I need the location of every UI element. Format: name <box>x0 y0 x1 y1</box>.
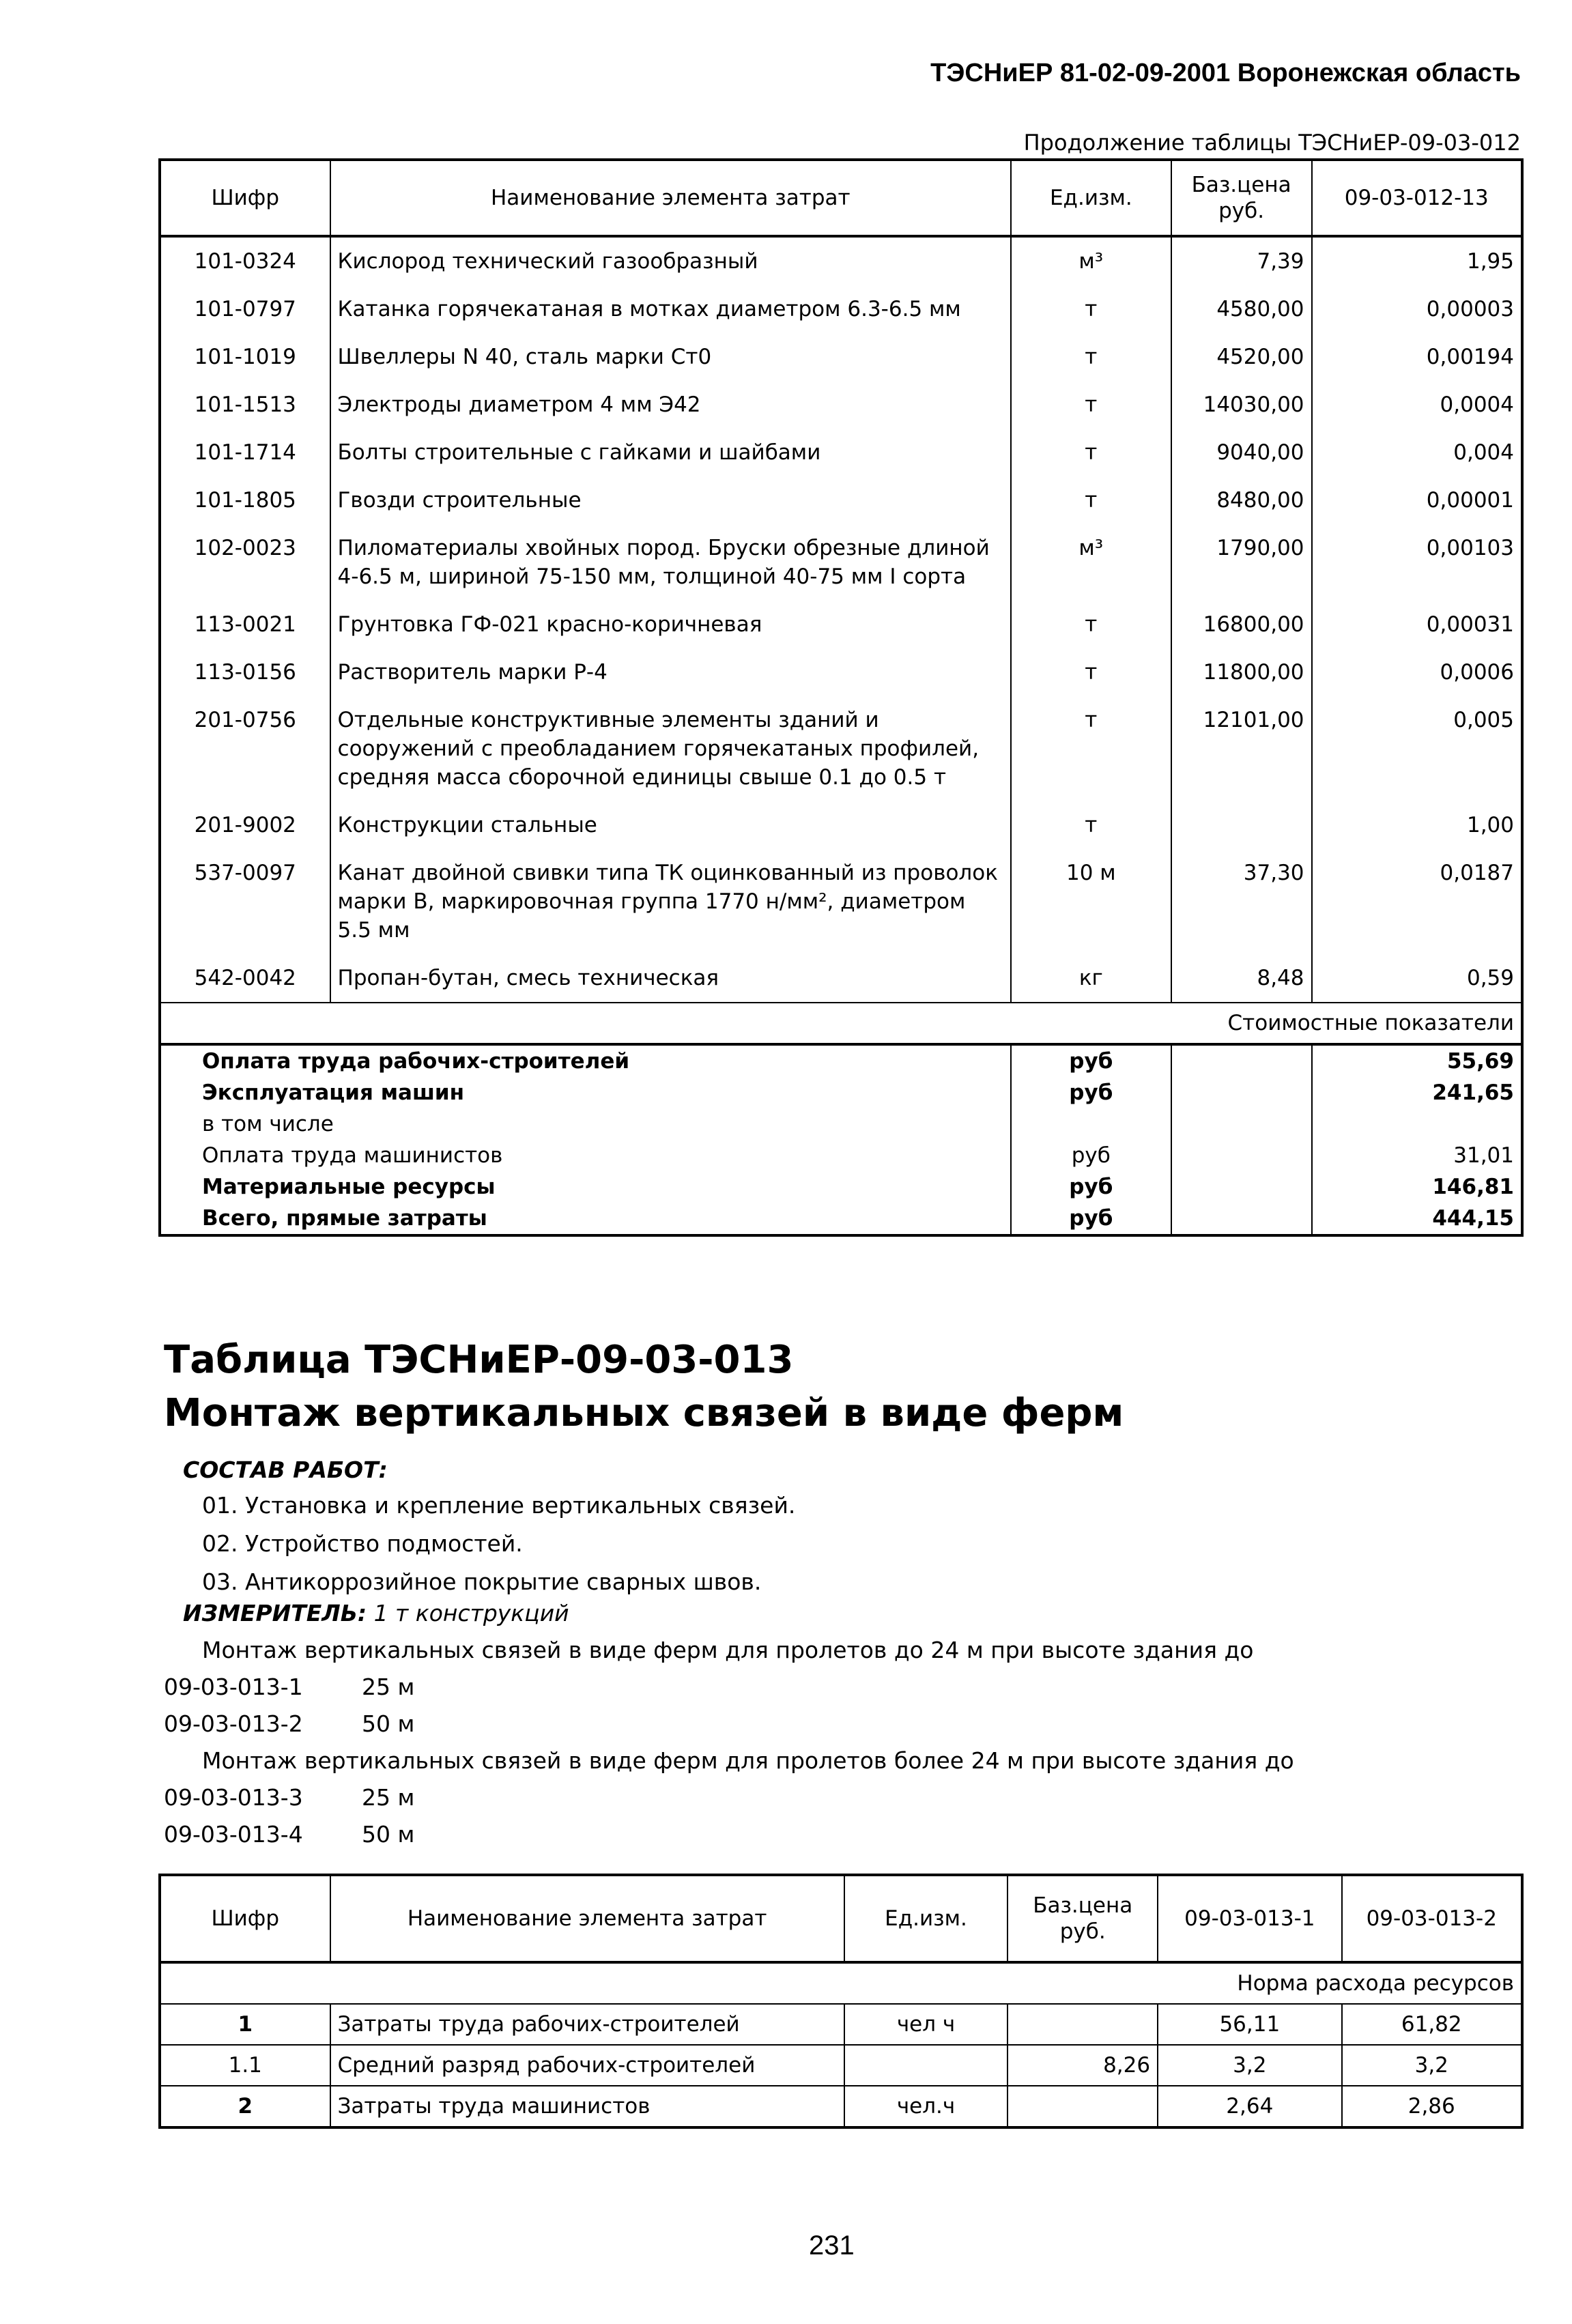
table-row <box>160 601 1522 648</box>
row-price <box>1171 801 1312 849</box>
total-empty <box>1171 1108 1312 1140</box>
group1-description: Монтаж вертикальных связей в виде ферм для пролетов до 24 м при высоте здания до <box>202 1637 1254 1663</box>
row-norm2: 2,86 <box>1342 2086 1522 2127</box>
page-number: 231 <box>809 2230 855 2261</box>
total-empty <box>1171 1171 1312 1203</box>
table-row <box>160 2086 1522 2127</box>
header-price-line2: руб. <box>1218 199 1265 223</box>
total-value: 241,65 <box>1312 1077 1522 1108</box>
row-name: Пропан-бутан, смесь техническая <box>330 954 1011 1003</box>
row-unit: т <box>1011 648 1171 696</box>
row-name: Болты строительные с гайками и шайбами <box>330 429 1011 476</box>
norm-height: 25 м <box>362 1674 415 1700</box>
total-value: 55,69 <box>1312 1044 1522 1077</box>
t2-header-norm1: 09-03-013-1 <box>1158 1875 1341 1962</box>
total-label: Оплата труда машинистов <box>202 1143 503 1168</box>
row-code: 537-0097 <box>194 861 296 885</box>
resource-table-09-03-013 <box>158 1874 1524 2129</box>
total-label: Оплата труда рабочих-строителей <box>160 1044 1011 1077</box>
row-name: Средний разряд рабочих-строителей <box>330 2045 844 2086</box>
row-code: 201-0756 <box>194 708 296 732</box>
total-row <box>160 1108 1522 1140</box>
work-item: 01. Установка и крепление вертикальных связей. <box>202 1492 796 1519</box>
total-label: в том числе <box>202 1112 334 1136</box>
row-value: 0,00194 <box>1312 333 1522 381</box>
row-code: 101-1714 <box>194 440 296 465</box>
total-label: Материальные ресурсы <box>202 1175 496 1199</box>
row-norm1: 2,64 <box>1158 2086 1341 2127</box>
table2-header-row <box>160 1875 1522 1962</box>
row-unit: т <box>1011 801 1171 849</box>
row-name: Канат двойной свивки типа ТК оцинкованный из проволок марки В, маркировочная группа 1770 н/мм², диаметром 5.5 мм <box>330 849 1011 954</box>
cost-indicators-row <box>160 1003 1522 1044</box>
row-code: 101-0324 <box>194 249 296 274</box>
row-price: 9040,00 <box>1171 429 1312 476</box>
row-name: Кислород технический газообразный <box>330 236 1011 285</box>
t2-header-price <box>1007 1875 1158 1962</box>
row-code: 101-1805 <box>194 488 296 513</box>
row-value: 1,95 <box>1312 236 1522 285</box>
row-unit: т <box>1011 381 1171 429</box>
total-unit: руб <box>1011 1044 1171 1077</box>
works-label: СОСТАВ РАБОТ: <box>183 1457 388 1483</box>
norm-code: 09-03-013-1 <box>164 1674 303 1700</box>
row-norm2: 61,82 <box>1342 2004 1522 2045</box>
row-code: 113-0021 <box>194 612 296 637</box>
row-code: 542-0042 <box>194 966 296 990</box>
row-code: 101-1019 <box>194 345 296 369</box>
total-row <box>160 1171 1522 1203</box>
table-row <box>160 381 1522 429</box>
total-value: 31,01 <box>1312 1140 1522 1171</box>
t2-header-price-line2: руб. <box>1059 1919 1106 1944</box>
row-code: 113-0156 <box>194 660 296 685</box>
norm-label: Норма расхода ресурсов <box>1158 1962 1522 2004</box>
table-row <box>160 2045 1522 2086</box>
row-name: Затраты труда рабочих-строителей <box>330 2004 844 2045</box>
row-price: 1790,00 <box>1171 524 1312 601</box>
row-name: Растворитель марки Р-4 <box>330 648 1011 696</box>
row-name: Электроды диаметром 4 мм Э42 <box>330 381 1011 429</box>
t2-header-price-line1: Баз.цена <box>1033 1893 1133 1918</box>
row-value: 1,00 <box>1312 801 1522 849</box>
table2-rows <box>160 2004 1522 2127</box>
row-name: Грунтовка ГФ-021 красно-коричневая <box>330 601 1011 648</box>
meter-value: 1 т конструкций <box>373 1600 569 1626</box>
table-row <box>160 648 1522 696</box>
table-row <box>160 801 1522 849</box>
header-norm: 09-03-012-13 <box>1312 160 1522 236</box>
row-code: 1 <box>238 2012 253 2037</box>
row-code: 2 <box>160 2086 330 2127</box>
table-row <box>160 524 1522 601</box>
row-unit: чел.ч <box>844 2086 1008 2127</box>
row-unit: т <box>1011 285 1171 333</box>
norm-height: 50 м <box>362 1710 415 1737</box>
row-price: 11800,00 <box>1171 648 1312 696</box>
row-value: 0,00001 <box>1312 476 1522 524</box>
row-norm1: 56,11 <box>1158 2004 1341 2045</box>
total-row <box>160 1077 1522 1108</box>
header-code: Шифр <box>160 160 330 236</box>
row-code: 101-0797 <box>194 297 296 321</box>
work-item: 02. Устройство подмостей. <box>202 1530 523 1557</box>
total-unit: руб <box>1011 1171 1171 1203</box>
t2-header-norm2: 09-03-013-2 <box>1342 1875 1522 1962</box>
table-row <box>160 696 1522 801</box>
table-continuation-label: Продолжение таблицы ТЭСНиЕР-09-03-012 <box>1023 130 1521 156</box>
row-price: 37,30 <box>1171 849 1312 954</box>
norm-height: 25 м <box>362 1784 415 1811</box>
total-value: 146,81 <box>1312 1171 1522 1203</box>
total-label: Эксплуатация машин <box>202 1080 465 1105</box>
header-price-line1: Баз.цена <box>1191 173 1291 197</box>
total-empty <box>1171 1044 1312 1077</box>
table-row <box>160 476 1522 524</box>
row-price: 8480,00 <box>1171 476 1312 524</box>
row-price <box>1007 2086 1158 2127</box>
row-unit: м³ <box>1011 236 1171 285</box>
table-row <box>160 2004 1522 2045</box>
total-unit: руб <box>1011 1203 1171 1235</box>
table-row <box>160 285 1522 333</box>
row-price: 7,39 <box>1171 236 1312 285</box>
total-row <box>160 1140 1522 1171</box>
row-name: Конструкции стальные <box>330 801 1011 849</box>
row-value: 0,00003 <box>1312 285 1522 333</box>
row-price: 12101,00 <box>1171 696 1312 801</box>
row-price: 14030,00 <box>1171 381 1312 429</box>
header-unit: Ед.изм. <box>1011 160 1171 236</box>
row-unit: т <box>1011 601 1171 648</box>
cost-indicators-label: Стоимостные показатели <box>1171 1003 1522 1044</box>
table-row <box>160 954 1522 1003</box>
row-value: 0,005 <box>1312 696 1522 801</box>
row-value: 0,0006 <box>1312 648 1522 696</box>
total-value: 444,15 <box>1312 1203 1522 1235</box>
header-name: Наименование элемента затрат <box>330 160 1011 236</box>
row-value: 0,0187 <box>1312 849 1522 954</box>
total-value <box>1312 1108 1522 1140</box>
section-subtitle: Монтаж вертикальных связей в виде ферм <box>164 1391 1124 1435</box>
total-row <box>160 1044 1522 1077</box>
row-name: Затраты труда машинистов <box>330 2086 844 2127</box>
header-price <box>1171 160 1312 236</box>
row-unit: т <box>1011 333 1171 381</box>
row-code: 1.1 <box>160 2045 330 2086</box>
row-code: 102-0023 <box>194 536 296 560</box>
row-price: 4520,00 <box>1171 333 1312 381</box>
row-value: 0,0004 <box>1312 381 1522 429</box>
norm-code: 09-03-013-2 <box>164 1710 303 1737</box>
t2-header-code: Шифр <box>211 1906 279 1931</box>
table-row <box>160 236 1522 285</box>
row-name: Швеллеры N 40, сталь марки Ст0 <box>330 333 1011 381</box>
meter-label: ИЗМЕРИТЕЛЬ: <box>183 1600 367 1626</box>
row-name: Гвозди строительные <box>330 476 1011 524</box>
row-price <box>1007 2004 1158 2045</box>
total-unit: руб <box>1011 1140 1171 1171</box>
row-price: 4580,00 <box>1171 285 1312 333</box>
row-unit: 10 м <box>1011 849 1171 954</box>
row-unit: т <box>1011 696 1171 801</box>
group2-description: Монтаж вертикальных связей в виде ферм для пролетов более 24 м при высоте здания до <box>202 1747 1294 1774</box>
work-item: 03. Антикоррозийное покрытие сварных швов. <box>202 1568 762 1595</box>
total-empty <box>1171 1077 1312 1108</box>
row-unit <box>844 2045 1008 2086</box>
t2-header-unit: Ед.изм. <box>844 1875 1008 1962</box>
row-unit: кг <box>1011 954 1171 1003</box>
row-value: 0,59 <box>1312 954 1522 1003</box>
norm-code: 09-03-013-3 <box>164 1784 303 1811</box>
table-row <box>160 429 1522 476</box>
row-norm1: 3,2 <box>1158 2045 1341 2086</box>
row-name: Пиломатериалы хвойных пород. Бруски обрезные длиной 4-6.5 м, шириной 75-150 мм, толщиной 40-75 мм I сорта <box>330 524 1011 601</box>
row-unit: м³ <box>1011 524 1171 601</box>
row-code: 101-1513 <box>194 392 296 417</box>
row-code: 201-9002 <box>194 813 296 837</box>
row-unit: т <box>1011 476 1171 524</box>
row-name: Отдельные конструктивные элементы зданий и сооружений с преобладанием горячекатаных профилей, средняя масса сборочной единицы свыше 0.1 до 0.5 т <box>330 696 1011 801</box>
resource-rows <box>160 236 1522 1003</box>
document-header-title: ТЭСНиЕР 81-02-09-2001 Воронежская область <box>930 59 1521 87</box>
row-price: 8,26 <box>1007 2045 1158 2086</box>
norm-code: 09-03-013-4 <box>164 1821 303 1848</box>
table-row <box>160 849 1522 954</box>
section-table-title: Таблица ТЭСНиЕР-09-03-013 <box>164 1338 794 1382</box>
total-empty <box>1171 1140 1312 1171</box>
row-unit: чел ч <box>844 2004 1008 2045</box>
total-row <box>160 1203 1522 1235</box>
row-name: Катанка горячекатаная в мотках диаметром 6.3-6.5 мм <box>330 285 1011 333</box>
total-empty <box>1171 1203 1312 1235</box>
table-header-row <box>160 160 1522 236</box>
row-value: 0,00103 <box>1312 524 1522 601</box>
t2-header-name: Наименование элемента затрат <box>330 1875 844 1962</box>
total-unit <box>1011 1108 1171 1140</box>
row-value: 0,00031 <box>1312 601 1522 648</box>
norm-label-row <box>160 1962 1522 2004</box>
cost-totals <box>160 1044 1522 1235</box>
meter-line <box>183 1600 569 1626</box>
row-unit: т <box>1011 429 1171 476</box>
row-price: 8,48 <box>1171 954 1312 1003</box>
total-unit: руб <box>1011 1077 1171 1108</box>
row-norm2: 3,2 <box>1342 2045 1522 2086</box>
row-price: 16800,00 <box>1171 601 1312 648</box>
norm-height: 50 м <box>362 1821 415 1848</box>
row-value: 0,004 <box>1312 429 1522 476</box>
total-label: Всего, прямые затраты <box>202 1206 487 1231</box>
table-row <box>160 333 1522 381</box>
resource-table-09-03-012 <box>158 158 1524 1237</box>
